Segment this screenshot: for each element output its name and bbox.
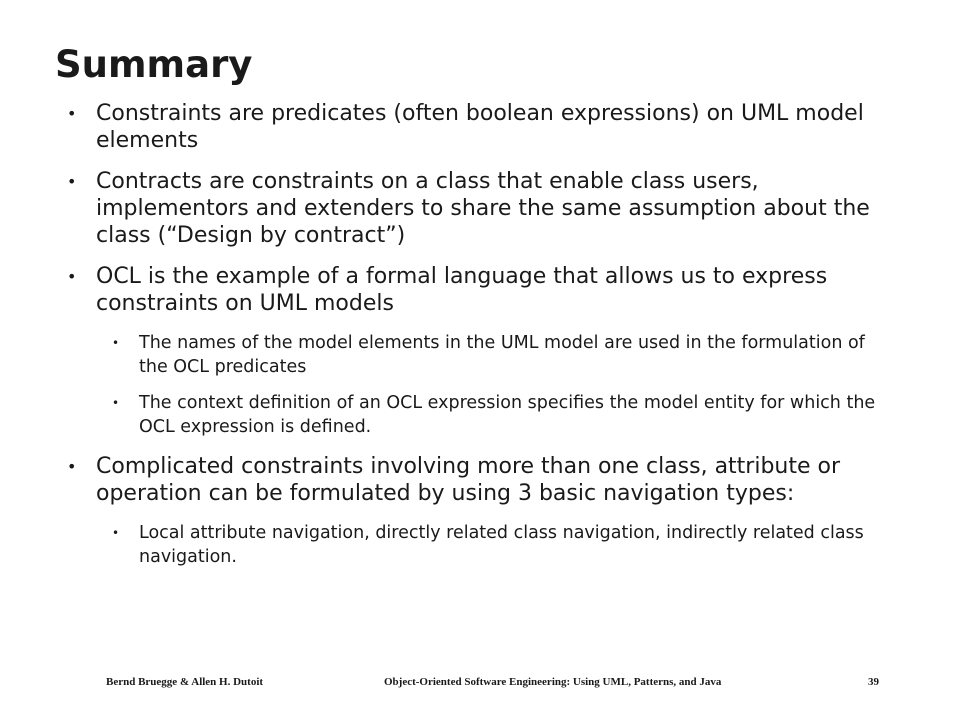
sub-bullet-icon: • — [112, 526, 120, 540]
sub-bullet-item — [66, 521, 896, 569]
sub-bullet-list — [66, 521, 896, 569]
slide-title: Summary — [55, 43, 253, 86]
sub-bullet-icon: • — [112, 396, 120, 410]
sub-bullet-icon: • — [112, 336, 120, 350]
bullet-item — [66, 263, 896, 439]
bullet-text: OCL is the example of a formal language that allows us to express constraints on UML models — [96, 264, 828, 316]
footer-authors: Bernd Bruegge & Allen H. Dutoit — [106, 676, 264, 688]
slide-footer — [0, 676, 960, 696]
sub-bullet-item — [66, 391, 896, 439]
sub-bullet-item — [66, 331, 896, 379]
bullet-list — [66, 100, 896, 583]
sub-bullet-text: The context definition of an OCL expression specifies the model entity for which the OCL expression is defined. — [139, 393, 876, 437]
bullet-icon: • — [67, 457, 77, 476]
sub-bullet-text: Local attribute navigation, directly related class navigation, indirectly related class navigation. — [139, 523, 864, 567]
bullet-item — [66, 168, 896, 249]
bullet-icon: • — [67, 172, 77, 191]
sub-bullet-text: The names of the model elements in the UML model are used in the formulation of the OCL predicates — [139, 333, 865, 377]
bullet-text: Contracts are constraints on a class that enable class users, implementors and extenders to share the same assumption about the class (“Design by contract”) — [96, 169, 870, 248]
bullet-item — [66, 453, 896, 569]
bullet-icon: • — [67, 267, 77, 286]
page-number: 39 — [868, 676, 879, 688]
bullet-text: Constraints are predicates (often boolean expressions) on UML model elements — [96, 101, 864, 153]
bullet-icon: • — [67, 104, 77, 123]
footer-book-title: Object-Oriented Software Engineering: Using UML, Patterns, and Java — [384, 676, 722, 688]
bullet-text: Complicated constraints involving more than one class, attribute or operation can be formulated by using 3 basic navigation types: — [96, 454, 841, 506]
sub-bullet-list — [66, 331, 896, 439]
bullet-item — [66, 100, 896, 154]
